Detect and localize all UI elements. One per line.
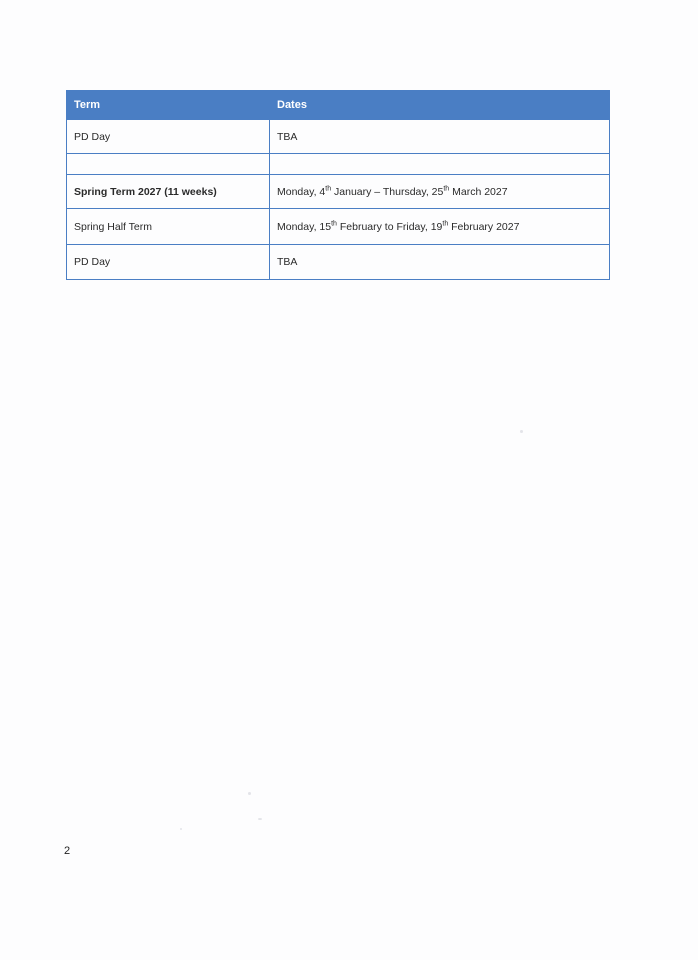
table-row	[67, 245, 610, 280]
table-row	[67, 209, 610, 245]
term-cell: PD Day	[67, 120, 270, 154]
scan-speck	[258, 818, 262, 820]
dates-text: Monday, 4	[277, 185, 326, 198]
dates-cell	[270, 120, 610, 154]
header-dates: Dates	[270, 91, 610, 120]
dates-text: February to Friday, 19	[336, 220, 443, 233]
dates-cell	[270, 154, 610, 175]
dates-text: January – Thursday, 25	[331, 185, 444, 198]
dates-text: TBA	[277, 130, 298, 143]
scan-speck	[180, 828, 182, 830]
table-row	[67, 154, 610, 175]
term-dates-table	[66, 90, 610, 280]
ordinal-suffix: th	[443, 185, 450, 192]
ordinal-suffix: th	[442, 220, 449, 227]
dates-text: February 2027	[448, 220, 520, 233]
dates-text: Monday, 15	[277, 220, 332, 233]
term-cell: Spring Term 2027 (11 weeks)	[67, 175, 270, 209]
dates-cell	[270, 175, 610, 209]
table-row	[67, 175, 610, 209]
dates-text: March 2027	[449, 185, 508, 198]
table-row	[67, 120, 610, 154]
dates-cell	[270, 245, 610, 280]
term-cell: Spring Half Term	[67, 209, 270, 245]
ordinal-suffix: th	[325, 185, 332, 192]
dates-cell	[270, 209, 610, 245]
page-number: 2	[64, 845, 71, 857]
term-cell	[67, 154, 270, 175]
scan-speck	[248, 792, 251, 795]
term-cell: PD Day	[67, 245, 270, 280]
ordinal-suffix: th	[331, 220, 337, 227]
scan-speck	[520, 430, 523, 433]
header-term: Term	[67, 91, 270, 120]
dates-text: TBA	[277, 256, 298, 268]
table-header-row	[67, 91, 610, 120]
